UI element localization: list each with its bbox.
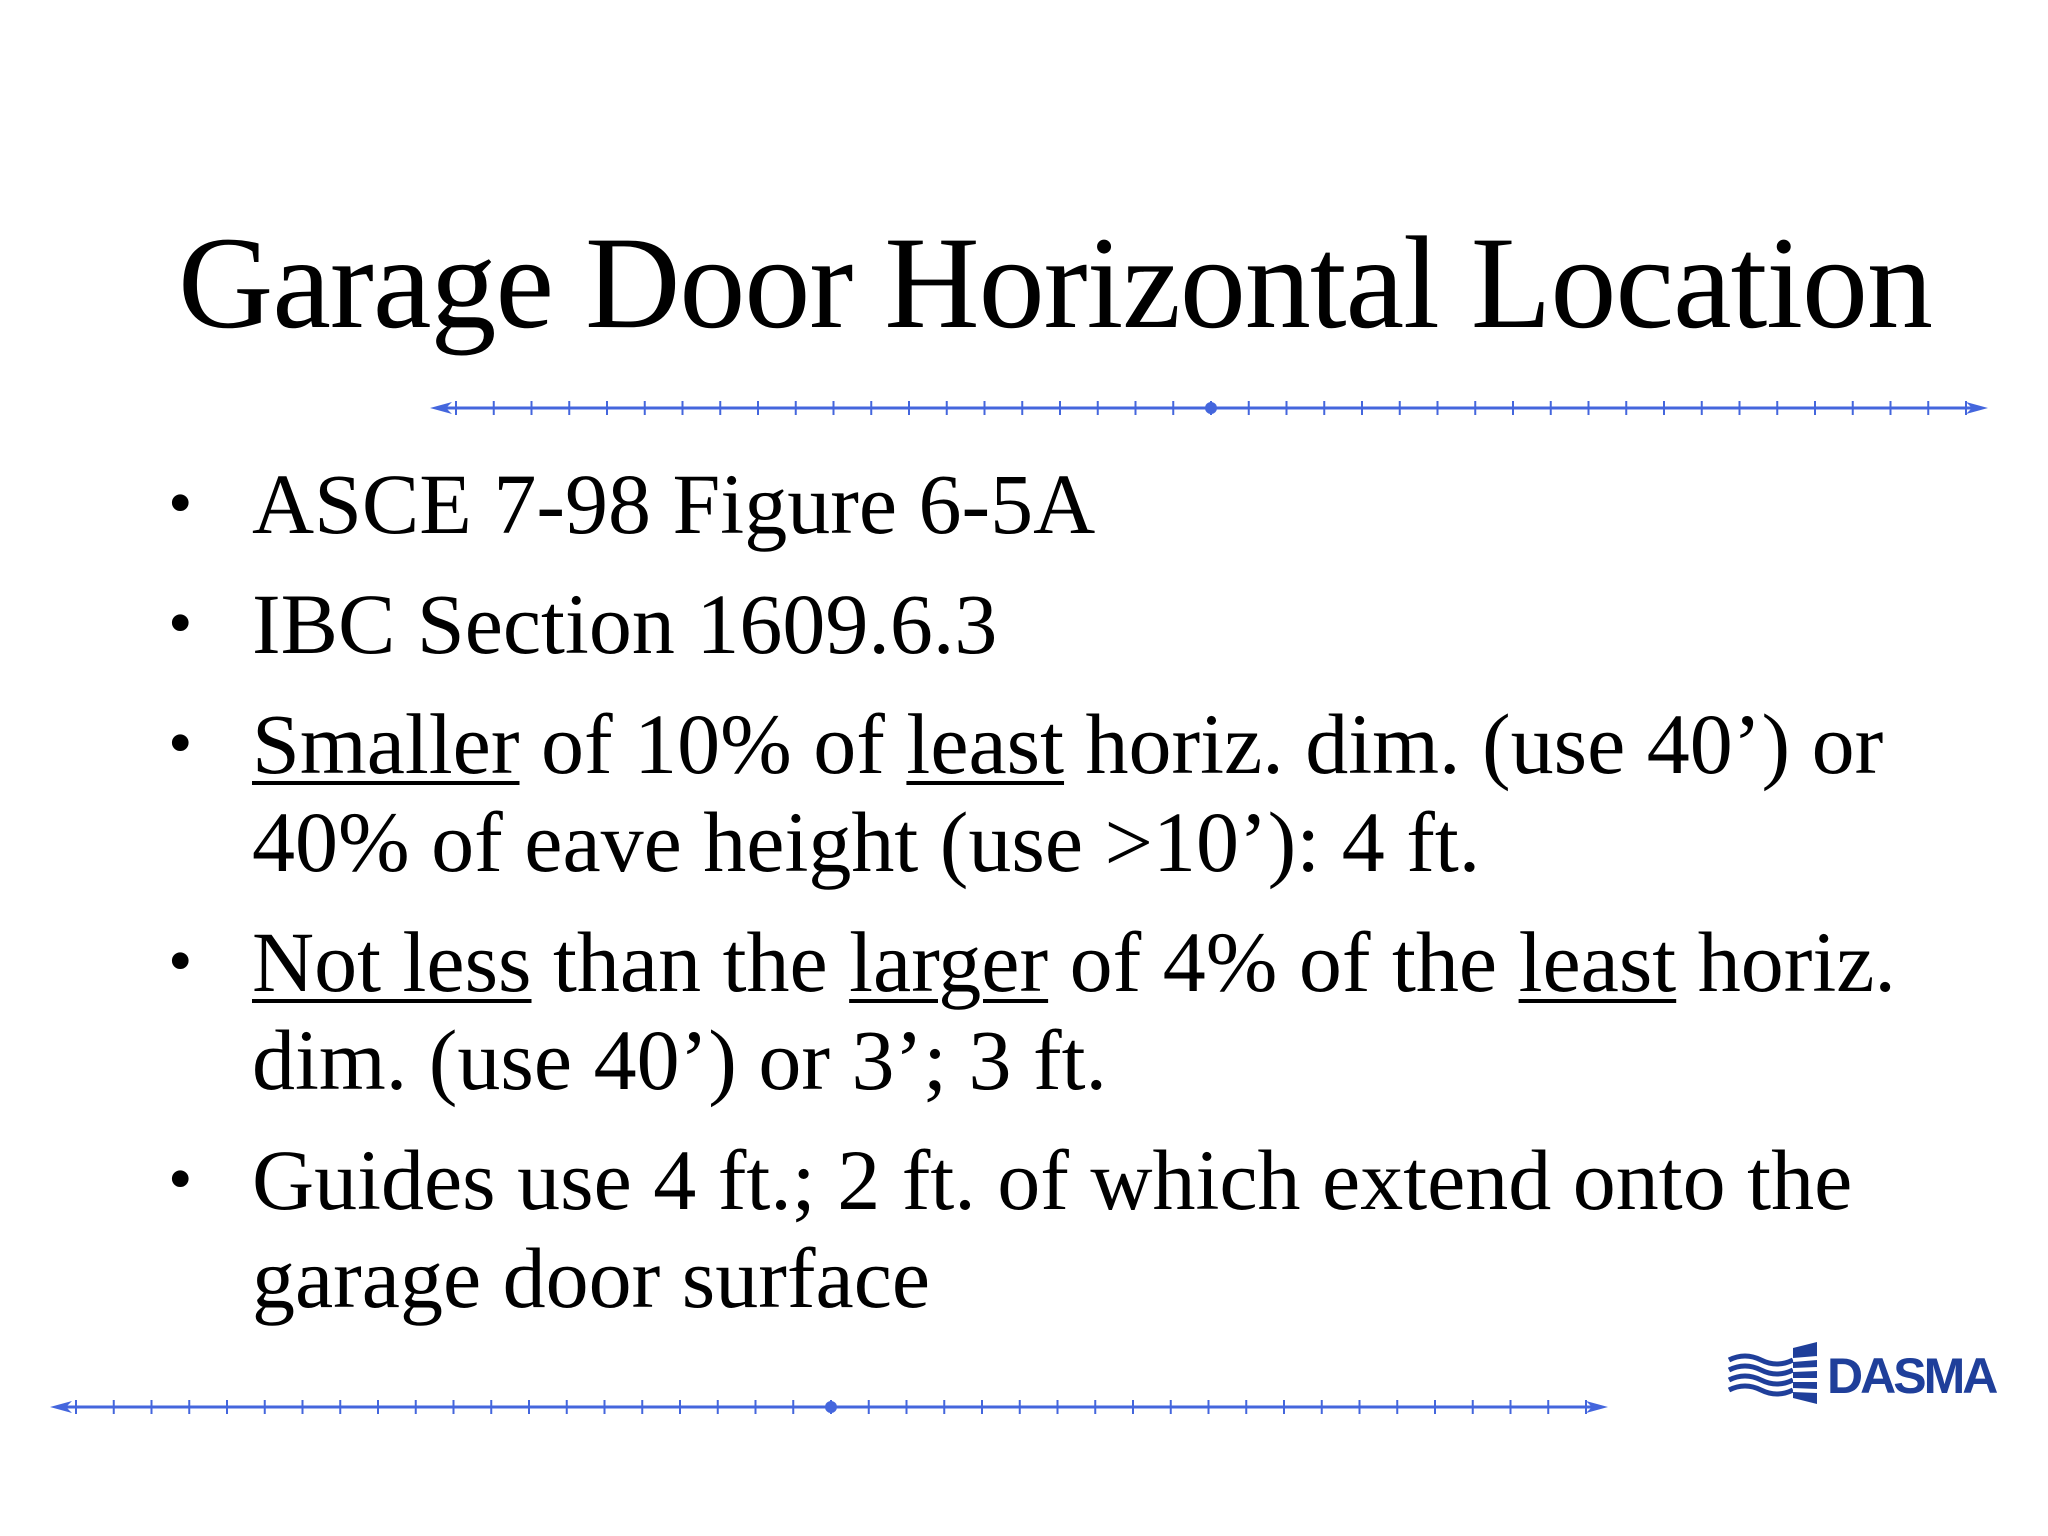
- bullet-list: [160, 455, 1910, 1349]
- bullet-item: [160, 455, 1910, 553]
- bullet-dot: •: [168, 465, 193, 542]
- bullet-item: [160, 575, 1910, 673]
- bullet-text: IBC Section 1609.6.3: [252, 576, 998, 672]
- bullet-item: [160, 695, 1910, 891]
- bullet-dot: •: [168, 585, 193, 662]
- underlined-text: larger: [849, 914, 1049, 1010]
- bullet-text: of 4% of the: [1048, 914, 1519, 1010]
- underlined-text: Not less: [252, 914, 532, 1010]
- bottom-ruler-divider: [50, 1395, 1610, 1419]
- top-ruler-divider: [430, 396, 1990, 420]
- underlined-text: least: [906, 696, 1065, 792]
- bullet-text: Guides use 4 ft.; 2 ft. of which extend onto the garage door surface: [252, 1132, 1853, 1326]
- dasma-logo: [1725, 1342, 1995, 1409]
- bullet-dot: •: [168, 1141, 193, 1218]
- bullet-item: [160, 1131, 1910, 1327]
- bullet-text: horiz. dim. (use 40’) or 3’; 3 ft.: [252, 914, 1896, 1108]
- dasma-logo-text: DASMA: [1827, 1347, 1996, 1404]
- bullet-text: than the: [531, 914, 850, 1010]
- underlined-text: least: [1518, 914, 1677, 1010]
- bullet-text: of 10% of: [519, 696, 907, 792]
- bullet-dot: •: [168, 923, 193, 1000]
- bullet-dot: •: [168, 705, 193, 782]
- slide-title: Garage Door Horizontal Location: [178, 209, 1932, 356]
- underlined-text: Smaller: [252, 696, 520, 792]
- dasma-waves-logo-icon: [1725, 1342, 1821, 1409]
- bullet-text: horiz. dim. (use 40’) or 40% of eave height (use >10’): 4 ft.: [252, 696, 1884, 890]
- bullet-item: [160, 913, 1910, 1109]
- bullet-text: ASCE 7-98 Figure 6-5A: [252, 456, 1096, 552]
